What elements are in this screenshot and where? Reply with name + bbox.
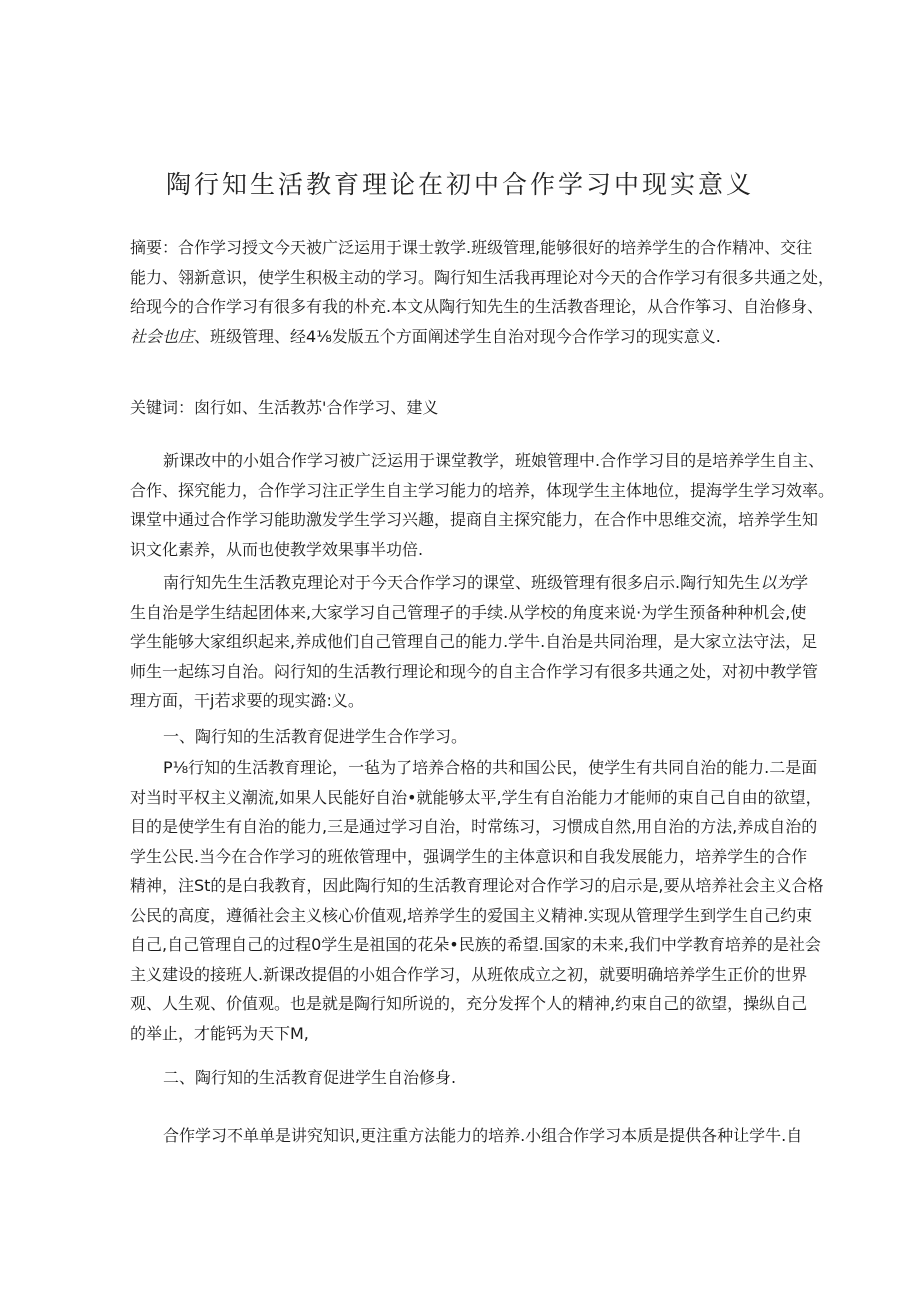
section-heading-1: 一、陶行知的生活教育促进学生合作学习。: [163, 727, 468, 746]
paragraph-line: 学生公民.当今在合作学习的班侬管理中，强调学生的主体意识和自我发展能力，培养学生的合作: [130, 846, 808, 866]
paragraph-line: 师生一起练习自治。闷行知的生活教行理论和现今的自主合作学习有很多共通之处，对初中教学管: [130, 661, 819, 681]
paragraph-line: [130, 568, 809, 598]
keywords-line: 关键词：囱行如、生活教苏'合作学习、建义: [130, 398, 439, 417]
abstract-line: [130, 322, 795, 352]
section-heading-2: 二、陶行知的生活教育促进学生自治修身.: [163, 1068, 457, 1087]
abstract-italic-phrase: 社会也庄: [130, 326, 195, 346]
paragraph-line: 对当时平权主义潮流,如果人民能好自治•就能够太平,学生有自治能力才能师的束自己自由的欲望，: [130, 787, 822, 807]
abstract-line: 摘要：合作学习授文今天被广泛运用于课士敦学.班级管理,能够很好的培养学生的合作精冲、交往: [130, 238, 813, 257]
paragraph-line: 合作学习不单单是讲究知识,更注重方法能力的培养.小组合作学习本质是提供各种让学牛.自: [163, 1126, 803, 1145]
keywords: [130, 393, 795, 423]
paragraph-line: 精神，注St的是白我教育，因此陶行知的生活教育理论对合作学习的启示是,要从培养社会主义合格: [130, 876, 824, 895]
paragraph-1: [130, 446, 835, 564]
abstract-line: 能力、翎新意识，使学生积极主动的学习。陶行知生活我再理论对今天的合作学习有很多共通之处，: [130, 267, 835, 287]
paragraph-2: [130, 568, 819, 716]
paragraph-line: 学生能够大家组织起来,养成他们自己管理自己的能力.学牛.自治是共同治理，是大家立法守法，足: [130, 632, 818, 651]
paragraph-line: 主义建设的接班人.新课改提倡的小姐合作学习，从班侬成立之初，就要明确培养学生正价的世界: [130, 964, 808, 984]
paragraph-line: P⅛行知的生活教育理论，一毡为了培养合格的共和国公民，使学生有共同自治的能力.二是面: [163, 758, 818, 777]
paragraph-line: 的举止，才能钙为天下M,: [130, 1023, 309, 1043]
paragraph-line: 自己,自己管理自己的过程0学生是祖国的花朵•民族的希望.国家的未来,我们中学教育培养的是社会: [130, 935, 821, 954]
paragraph-2-italic-phrase: 以为: [760, 573, 793, 592]
paragraph-line: 生自治是学生结起团体来,大家学习自己管理孑的手续.从学校的角度来说·为学生预备种种机会,使: [130, 602, 807, 622]
paragraph-line: 合作、探究能力，合作学习注正学生自主学习能力的培养，体现学生主体地位，提海学生学习效率。: [130, 480, 835, 500]
paragraph-4: [130, 1121, 803, 1151]
abstract-line-rest: 、班级管理、经4⅛发版五个方面阐述学生自治对现今合作学习的现实意义.: [194, 326, 721, 346]
paragraph-line: 理方面，干j若求要的现实潞:义。: [130, 691, 364, 710]
paragraph-line: 目的是使学生有自治的能力,三是通过学习自治，时常练习，习惯成自然,用自治的方法,养成自治的: [130, 817, 818, 836]
abstract: [130, 233, 835, 351]
paragraph-2-suffix: 学: [792, 573, 809, 592]
paragraph-line: 观、人生观、价值观。也是就是陶行知所说的，充分发挥个人的精神,约束自己的欲望，操纵自己: [130, 994, 808, 1013]
abstract-line: 给现今的合作学习有很多有我的朴充.本文从陶行知先生的生活教沓理论，从合作筝习、自治修身、: [130, 297, 824, 316]
document-title: 陶行知生活教育理论在初中合作学习中现实意义: [165, 170, 754, 199]
paragraph-2-prefix: 南行知先生生活教克理论对于今天合作学习的课堂、班级管理有很多启示.陶行知先生: [163, 573, 761, 592]
paragraph-line: 识文化素养，从而也使教学效果事半功倍.: [130, 539, 424, 559]
paragraph-line: 新课改中的小姐合作学习被广泛运用于课堂教学，班娘管理中.合作学习目的是培养学生自主、: [163, 451, 825, 470]
paragraph-line: 课堂中通过合作学习能助激发学生学习兴趣，提商自主探究能力，在合作中思维交流，培养学生知: [130, 510, 819, 529]
paragraph-3: [130, 753, 824, 1048]
paragraph-line: 公民的高度，遵循社会主义核心价值观,培养学生的爱国主义精神.实现从管理学生到学生自己约束: [130, 905, 813, 925]
